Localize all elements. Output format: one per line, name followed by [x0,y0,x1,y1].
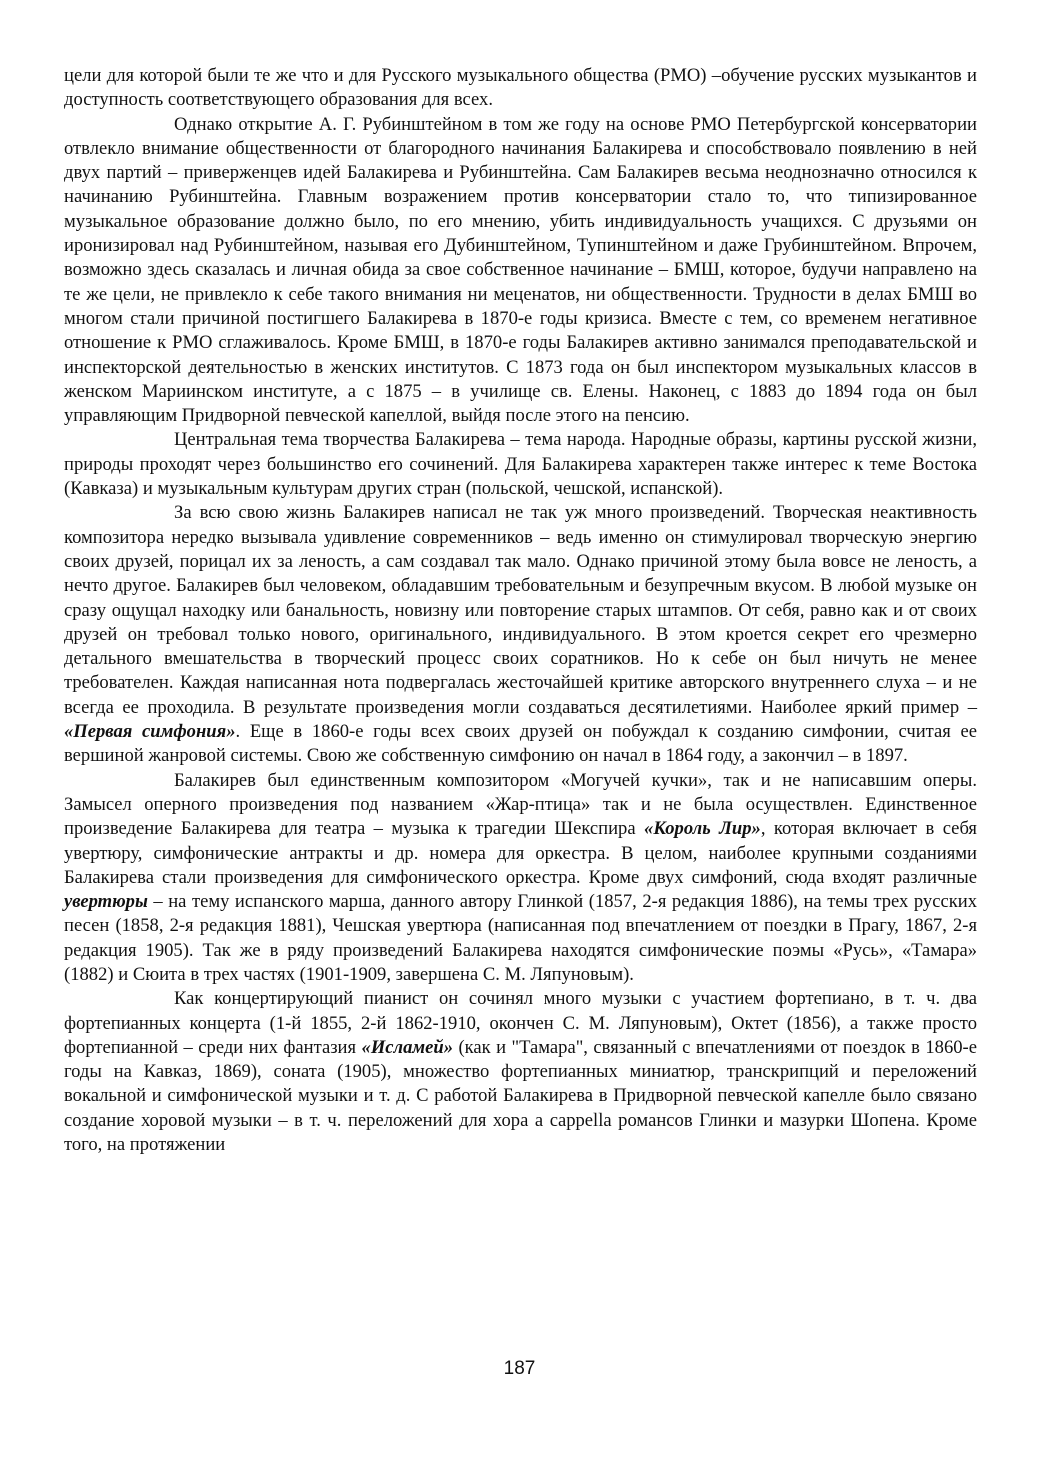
text-run: За всю свою жизнь Балакирев написал не так уж много произведений. Творческая неактивность композитора нередко вызывала удивление современников – ведь именно он стимулировал творческую энергию своих друзей, порицал их за леность, а сам создавал так мало. Однако причиной этому была вовсе не леность, а нечто другое. Балакирев был человеком, обладавшим требовательным и безупречным вкусом. В любой музыке он сразу ощущал находку или банальность, новизну или повторение старых штампов. От себя, равно как и от своих друзей он требовал только нового, оригинального, индивидуального. В этом кроется секрет его чрезмерно детального вмешательства в творческий процесс своих соратников. Но к себе он был ничуть не менее требователен. Каждая написанная нота подвергалась жесточайшей критике авторского внутреннего слуха – и не всегда ее проходила. В результате произведения могли создаваться десятилетиями. Наиболее яркий пример – [64,502,977,718]
paragraph-1 [64,64,977,113]
paragraph-5 [64,769,977,988]
text-run: Центральная тема творчества Балакирева – тема народа. Народные образы, картины русской жизни, природы проходят через большинство его сочинений. Для Балакирева характерен также интерес к теме Востока (Кавказа) и музыкальным культурам других стран (польской, чешской, испанской). [64,429,977,500]
paragraph-3 [64,428,977,501]
text-run: , которая включает в себя увертюру, симфонические антракты и др. номера для оркестра. В целом, наиболее крупными созданиями Балакирева стали произведения для симфонического оркестра. Кроме двух симфоний, сюда входят различные [64,818,977,888]
paragraph-6 [64,987,977,1157]
paragraph-2 [64,113,977,429]
text-run: Как концертирующий пианист он сочинял много музыки с участием фортепиано, в т. ч. два фортепианных концерта (1-й 1855, 2-й 1862-1910, окончен С. М. Ляпуновым), Октет (1856), а также просто фортепианной – среди них фантазия [64,988,977,1058]
text-run: цели для которой были те же что и для Русского музыкального общества (РМО) –обучение русских музыкантов и доступность соответствующего образования для всех. [64,65,977,111]
emphasized-title: «Исламей» [361,1036,453,1058]
emphasized-title: «Первая симфония» [64,721,236,743]
text-run: . Еще в 1860-е годы всех своих друзей он побуждал к созданию симфонии, считая ее вершиной жанровой системы. Свою же собственную симфонию он начал в 1864 году, а закончил – в 1897. [64,721,977,767]
text-run: Однако открытие А. Г. Рубинштейном в том же году на основе РМО Петербургской консерватории отвлекло внимание общественности от благородного начинания Балакирева и способствовало появлению в ней двух партий – приверженцев идей Балакирева и Рубинштейна. Сам Балакирев весьма неоднозначно относился к начинанию Рубинштейна. Главным возражением против консерватории стало то, что типизированное музыкальное образование должно было, по его мнению, убить индивидуальность учащихся. С друзьями он иронизировал над Рубинштейном, называя его Дубинштейном, Тупинштейном и даже Грубинштейном. Впрочем, возможно здесь сказалась и личная обида за свое собственное начинание – БМШ, которое, будучи направлено на те же цели, не привлекло к себе такого внимания ни меценатов, ни общественности. Трудности в делах БМШ во многом стали причиной постигшего Балакирева в 1870-е годы кризиса. Вместе с тем, со временем негативное отношение к РМО сглаживалось. Кроме БМШ, в 1870-е годы Балакирев активно занимался преподавательской и инспекторской деятельностью в женских институтов. С 1873 года он был инспектором музыкальных классов в женском Мариинском институте, а с 1875 – в училище св. Елены. Наконец, с 1883 до 1894 года он был управляющим Придворной певческой капеллой, выйдя после этого на пенсию. [64,113,977,427]
text-run: Балакирев был единственным композитором «Могучей кучки», так и не написавшим оперы. Замысел оперного произведения под названием «Жар-птица» так и не была осуществлен. Единственное произведение Балакирева для театра – музыка к трагедии Шекспира [64,769,977,840]
text-run: – на тему испанского марша, данного автору Глинкой (1857, 2-я редакция 1886), на темы трех русских песен (1858, 2-я редакция 1881), Чешская увертюра (написанная под впечатлением от поездки в Прагу, 1867, 2-я редакция 1905). Так же в ряду произведений Балакирева находятся симфонические поэмы «Русь», «Тамара» (1882) и Сюита в трех частях (1901-1909, завершена С. М. Ляпуновым). [64,891,977,985]
page-number: 187 [503,1358,536,1379]
page-body [64,64,977,1157]
emphasized-title: увертюры [64,891,148,913]
emphasized-title: «Король Лир» [644,818,761,840]
text-run: (как и "Тамара", связанный с впечатлениями от поездок в 1860-е годы на Кавказ, 1869), соната (1905), множество фортепианных миниатюр, транскрипций и переложений вокальной и симфонической музыки и т. д. С работой Балакирева в Придворной певческой капелле было связано создание хоровой музыки – в т. ч. переложений для хора a cappella романсов Глинки и мазурки Шопена. Кроме того, на протяжении [64,1036,977,1156]
paragraph-4 [64,501,977,768]
